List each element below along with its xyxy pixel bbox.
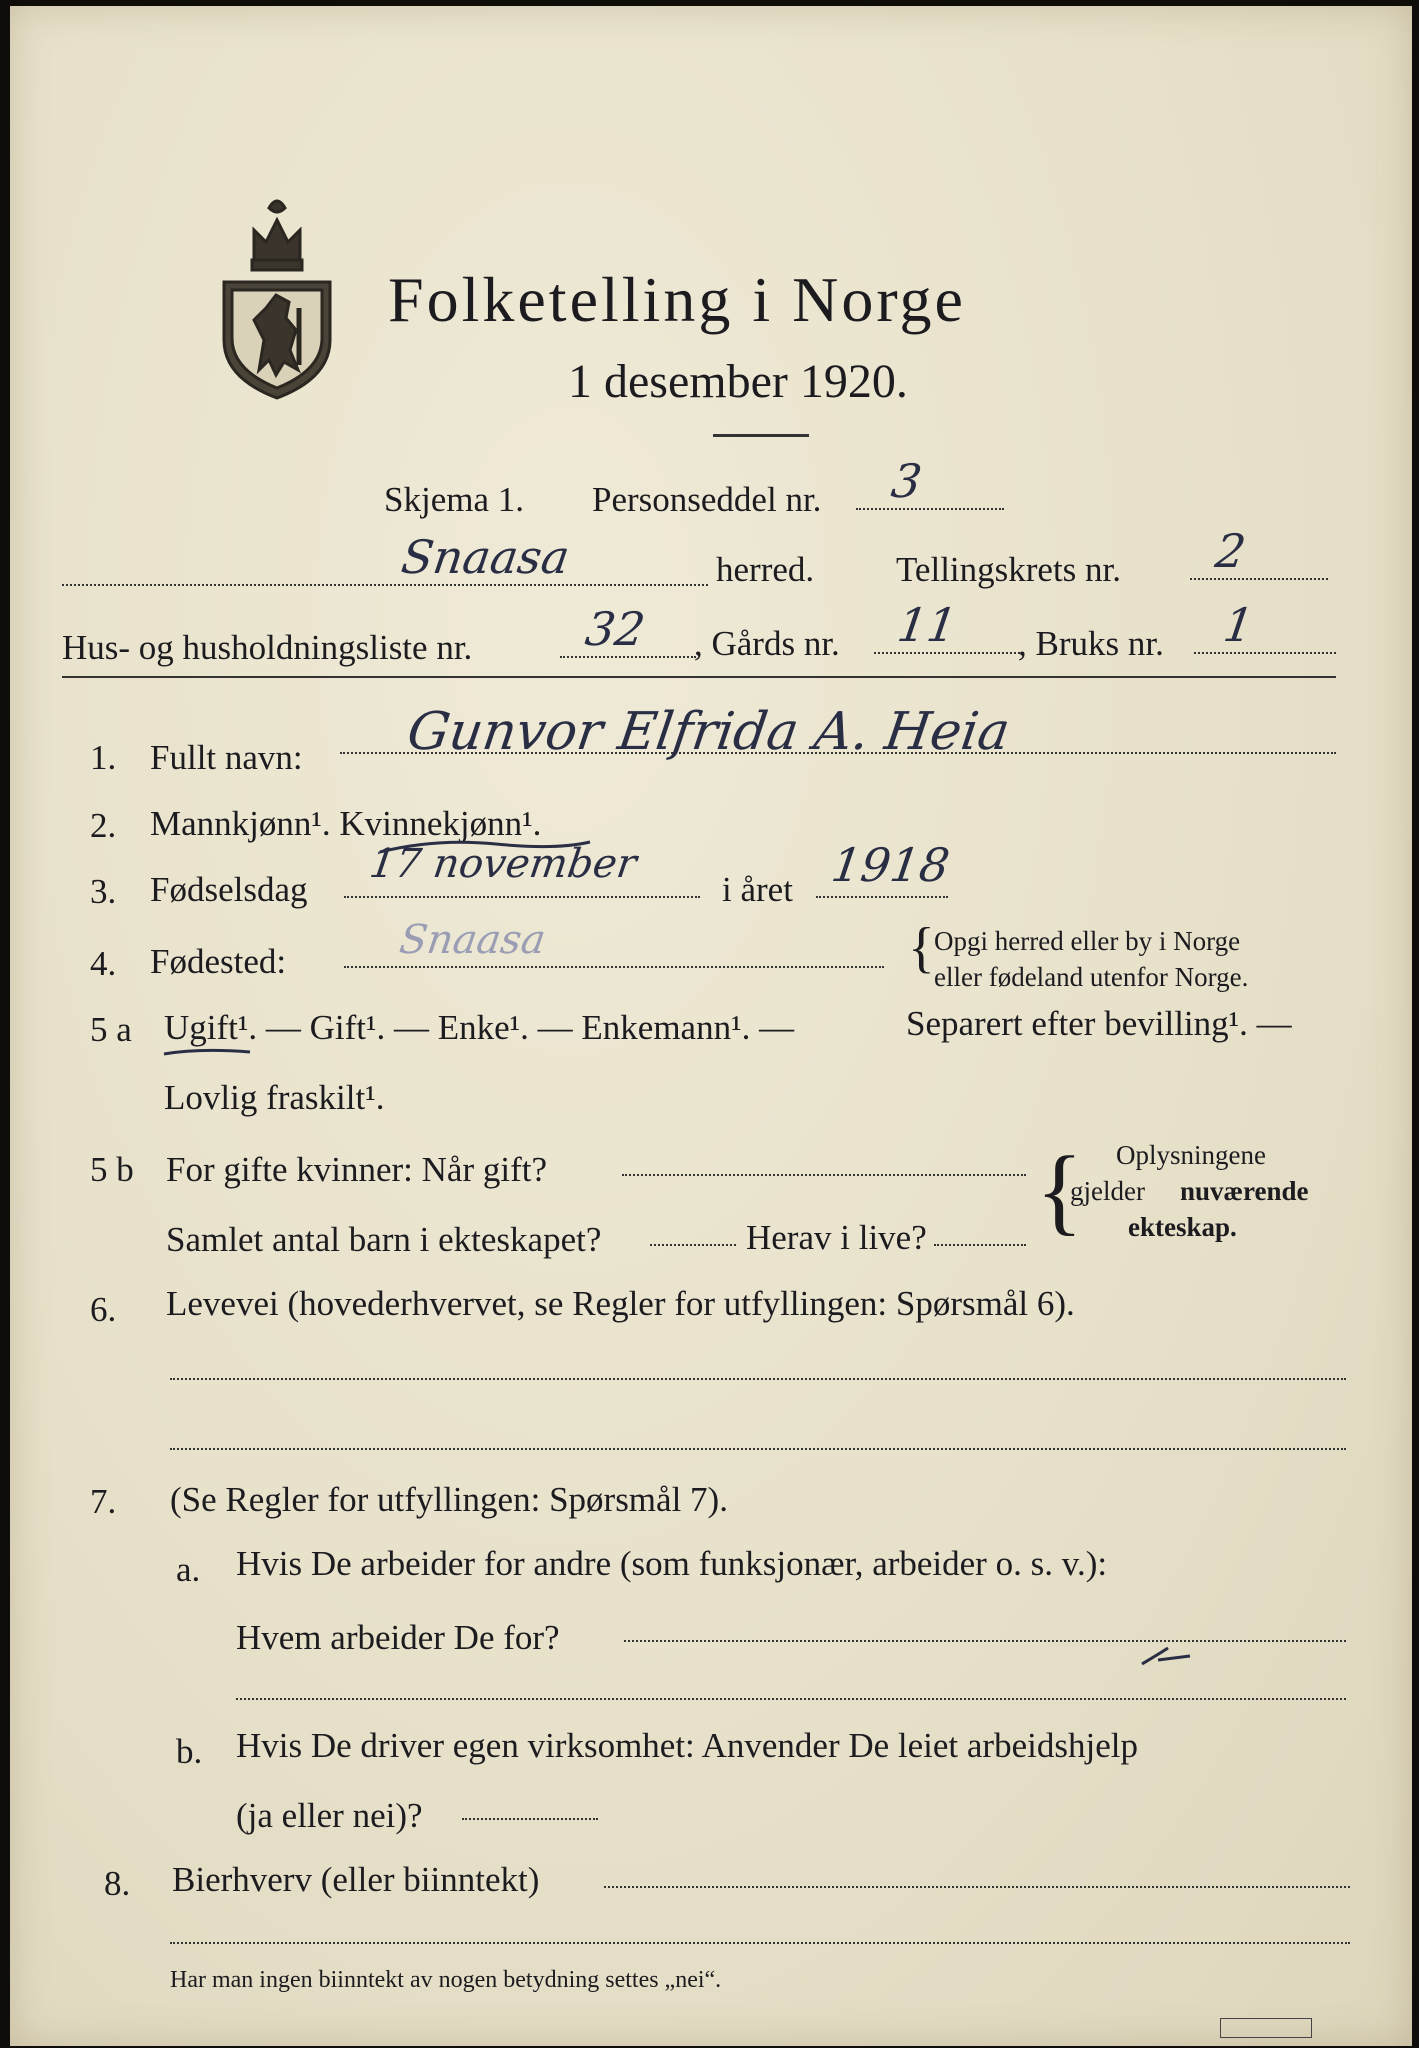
- q5b-note-line2: gjelder: [1070, 1176, 1145, 1206]
- q5b-note-line1: Oplysningene: [1116, 1140, 1266, 1170]
- tellingskrets-line: [1190, 578, 1328, 580]
- q1-value: Gunvor Elfrida A. Heia: [403, 702, 1014, 762]
- q3-line: [344, 896, 700, 898]
- q4-label: Fødested:: [150, 942, 287, 981]
- hus-label: Hus- og husholdningsliste nr.: [62, 628, 473, 667]
- q4-line: [344, 966, 884, 968]
- q7-number: 7.: [90, 1482, 117, 1521]
- q7a-label: a.: [176, 1550, 201, 1589]
- title-rule: [713, 434, 809, 437]
- q8-number: 8.: [104, 1864, 131, 1903]
- q3-number: 3.: [90, 872, 117, 911]
- q5b-children-line: [650, 1244, 736, 1246]
- q5a-number: 5 a: [90, 1010, 132, 1049]
- header-rule: [62, 676, 1336, 678]
- q3-year-label: i året: [722, 870, 793, 909]
- q4-note-line2: eller fødeland utenfor Norge.: [934, 962, 1249, 992]
- herred-line: [62, 584, 708, 586]
- census-form: [10, 6, 1412, 2046]
- q3-value: 17 november: [366, 841, 640, 887]
- census-date: 1 desember 1920.: [568, 355, 908, 408]
- q7a-text: Hvis De arbeider for andre (som funksjonær, arbeider o. s. v.):: [236, 1544, 1108, 1583]
- q1-label: Fullt navn:: [150, 738, 303, 777]
- tellingskrets-label: Tellingskrets nr.: [896, 550, 1122, 589]
- q7b-line: [462, 1818, 598, 1820]
- q8-line-1: [604, 1886, 1350, 1888]
- q2-label: Mannkjønn¹. Kvinnekjønn¹.: [150, 804, 542, 843]
- q1-number: 1.: [90, 738, 117, 777]
- q5b-children: Samlet antal barn i ekteskapet?: [166, 1220, 602, 1259]
- q5b-when-married: For gifte kvinner: Når gift?: [166, 1150, 548, 1189]
- form-title: Folketelling i Norge: [388, 264, 966, 335]
- bruks-label: , Bruks nr.: [1018, 624, 1164, 663]
- q5a-fraskilt: Lovlig fraskilt¹.: [164, 1078, 385, 1117]
- q8-line-2: [170, 1942, 1350, 1944]
- q6-text: Levevei (hovederhvervet, se Regler for utfyllingen: Spørsmål 6).: [166, 1284, 1075, 1323]
- q6-number: 6.: [90, 1290, 117, 1329]
- q4-note-line1: Opgi herred eller by i Norge: [934, 926, 1241, 956]
- herred-label: herred.: [716, 550, 815, 589]
- personseddel-line: [856, 508, 1004, 510]
- footer-note: Har man ingen biinntekt av nogen betydning settes „nei“.: [170, 1967, 722, 1993]
- q6-line-2: [170, 1448, 1346, 1450]
- q3-label: Fødselsdag: [150, 870, 308, 909]
- schema-label: Skjema 1.: [384, 480, 524, 519]
- q4-brace: {: [908, 917, 935, 979]
- q5b-brace: {: [1036, 1137, 1084, 1245]
- q4-value: Snaasa: [396, 917, 549, 963]
- q7-text: (Se Regler for utfyllingen: Spørsmål 7).: [170, 1480, 728, 1519]
- q5a-options-cont: Separert efter bevilling¹. —: [906, 1004, 1292, 1043]
- q7b-text: Hvis De driver egen virksomhet: Anvender De leiet arbeidshjelp: [236, 1726, 1138, 1765]
- q7a-line-1: [624, 1640, 1346, 1642]
- personseddel-label: Personseddel nr.: [592, 480, 822, 519]
- printer-stamp: [1220, 2018, 1312, 2038]
- q8-text: Bierhverv (eller biinntekt): [172, 1860, 540, 1899]
- coat-of-arms-icon: [214, 190, 340, 402]
- q5b-alive-line: [934, 1244, 1026, 1246]
- q5b-alive: Herav i live?: [746, 1218, 927, 1257]
- q5a-underline-mark: [160, 1046, 270, 1076]
- q7b-label: b.: [176, 1732, 203, 1771]
- q3-year-line: [816, 896, 948, 898]
- gards-line: [874, 652, 1024, 654]
- q5a-options: Ugift¹. — Gift¹. — Enke¹. — Enkemann¹. —: [164, 1008, 795, 1047]
- tellingskrets-value: 2: [1212, 524, 1250, 578]
- q5b-when-line: [622, 1174, 1026, 1176]
- q7a-question: Hvem arbeider De for?: [236, 1618, 560, 1657]
- herred-value: Snaasa: [398, 530, 573, 584]
- q7a-pen-mark: [1138, 1644, 1198, 1674]
- bruks-line: [1194, 652, 1336, 654]
- q7b-question: (ja eller nei)?: [236, 1796, 423, 1835]
- hus-value: 32: [582, 602, 649, 656]
- q5b-number: 5 b: [90, 1150, 134, 1189]
- gards-value: 11: [894, 598, 961, 652]
- q3-year-value: 1918: [828, 838, 953, 892]
- q5b-note-bold: nuværende: [1180, 1176, 1309, 1206]
- q2-number: 2.: [90, 806, 117, 845]
- q4-number: 4.: [90, 944, 117, 983]
- gards-label: , Gårds nr.: [694, 624, 840, 663]
- bruks-value: 1: [1220, 598, 1258, 652]
- q6-line-1: [170, 1378, 1346, 1380]
- q7a-line-2: [236, 1698, 1346, 1700]
- hus-line: [560, 656, 696, 658]
- personseddel-value: 3: [888, 454, 926, 508]
- q5b-note-line3: ekteskap.: [1128, 1212, 1237, 1242]
